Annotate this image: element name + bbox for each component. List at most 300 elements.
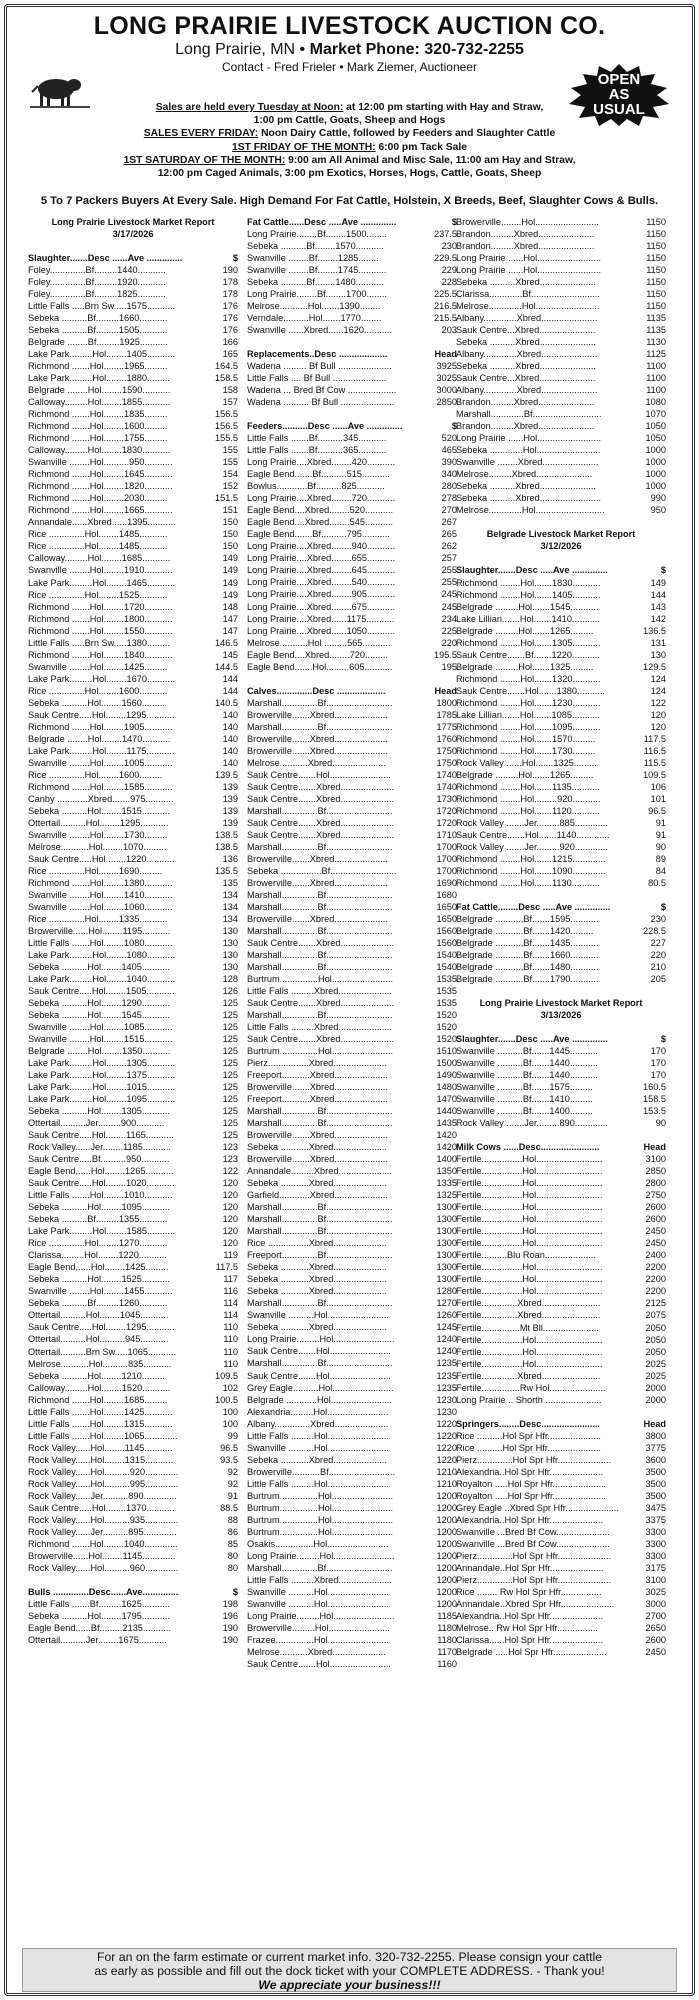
row-text: Sebeka ...........Xbred.....................: [247, 1322, 387, 1333]
sale-row: [247, 1093, 457, 1105]
row-text: Belgrade ...........Bf.......1435...........: [456, 937, 599, 948]
sale-row: [28, 1466, 238, 1478]
report-column-3: [456, 216, 666, 1658]
report-column-1: [28, 216, 238, 1646]
row-value: 1300: [436, 1262, 457, 1273]
sale-row: [456, 1502, 666, 1514]
sale-row: [456, 1622, 666, 1634]
row-text: Belgrade .........Hol.......1325.........: [456, 661, 594, 672]
sale-row: [247, 649, 457, 661]
row-text: Eagle Bend......Hol........1265...........: [28, 1166, 174, 1177]
sale-row: [247, 1454, 457, 1466]
sale-row: [28, 865, 238, 877]
row-text: Swanville ..........Hol........................: [247, 1586, 389, 1597]
spacer: [456, 516, 666, 528]
row-text: Little Falls .....Brn Sw.....1380.........: [28, 637, 170, 648]
row-value: 220: [650, 949, 666, 960]
row-value: 84: [655, 865, 666, 876]
sale-row: [456, 348, 666, 360]
sale-row: [456, 805, 666, 817]
row-text: Marshall..............Bf..........................: [247, 961, 393, 972]
sale-row: [247, 949, 457, 961]
row-text: Sauk Centre.......Hol.......1380...........: [456, 685, 606, 696]
row-text: Fertile................Hol..........................: [456, 1262, 603, 1273]
row-value: 150: [222, 541, 238, 552]
row-value: 156.5: [215, 421, 238, 432]
row-text: Long Prairie....Xbred......1050...........: [247, 625, 396, 636]
row-text: Fertile..............Xbred.......................: [456, 1310, 601, 1321]
row-text: Browerville.......Xbred.....................: [247, 853, 388, 864]
row-text: Richmond ........Hol.......1730.........: [456, 745, 596, 756]
row-text: Sebeka ..........Bf.........1260...........: [28, 1298, 168, 1309]
sale-row: [28, 1454, 238, 1466]
row-value: 152: [222, 481, 238, 492]
sale-row: [28, 432, 238, 444]
row-text: Melrose.............Hol.........................: [456, 301, 600, 312]
row-value: 139: [222, 793, 238, 804]
row-text: Fertile................Hol..........................: [456, 1214, 603, 1225]
row-text: Fertile................Hol..........................: [456, 1286, 603, 1297]
sale-row: [456, 865, 666, 877]
sale-row: [28, 709, 238, 721]
sale-row: [247, 1237, 457, 1249]
sale-row: [28, 829, 238, 841]
row-text: Ottertail..........Jer........1675...........: [28, 1634, 167, 1645]
row-value: $: [232, 253, 238, 264]
row-value: 1235: [436, 1382, 457, 1393]
row-text: Fertile................Hol..........................: [456, 1334, 603, 1345]
row-text: Sebeka ...........Xbred.....................: [247, 1454, 387, 1465]
row-text: Rock Valley .......Jer.........885.............: [456, 817, 608, 828]
row-value: 88: [227, 1514, 238, 1525]
sale-row: [28, 1333, 238, 1345]
sale-row: [28, 1478, 238, 1490]
row-value: 130: [650, 649, 666, 660]
row-text: Browerville.......Xbred.....................: [247, 733, 388, 744]
row-value: 1650: [436, 901, 457, 912]
row-value: 280: [441, 481, 457, 492]
row-value: 1535: [436, 998, 457, 1009]
row-text: Rice ..............Hol........1600...........: [28, 685, 168, 696]
row-text: Lake Lillian.......Hol.......1085...........: [456, 709, 601, 720]
row-text: Fertile..............Xbred.......................: [456, 1298, 601, 1309]
sale-row: [456, 721, 666, 733]
row-text: Freeport...........Xbred.....................: [247, 1070, 388, 1081]
sale-row: [28, 396, 238, 408]
row-value: 150: [222, 529, 238, 540]
row-text: Swanville ..........Bf.......1410.........: [456, 1094, 593, 1105]
sale-row: [28, 492, 238, 504]
row-text: Sauk Centre...Xbred......................: [456, 325, 596, 336]
row-value: 124: [650, 673, 666, 684]
row-text: Rice ..........Hol Spr Hfr.....................: [456, 1442, 601, 1453]
row-text: Marshall..............Bf..........................: [247, 1226, 393, 1237]
sale-row: [456, 252, 666, 264]
row-text: Sauk Centre.....Hol........1165...........: [28, 1130, 174, 1141]
row-value: 2000: [645, 1394, 666, 1405]
sale-row: [247, 1610, 457, 1622]
sale-row: [247, 324, 457, 336]
sale-row: [456, 685, 666, 697]
row-text: Richmond .......Hol........2030.........: [28, 493, 168, 504]
sale-row: [247, 1285, 457, 1297]
sale-row: [456, 264, 666, 276]
row-value: 176: [222, 301, 238, 312]
row-value: 3000: [645, 1598, 666, 1609]
sale-row: [456, 1045, 666, 1057]
row-value: 1150: [646, 301, 666, 312]
market-phone: Market Phone: 320-732-2255: [309, 41, 524, 58]
row-text: Rock Valley......Hol........1315...........: [28, 1454, 174, 1465]
row-value: 2700: [645, 1610, 666, 1621]
row-text: Sauk Centre.......Hol........................: [247, 769, 391, 780]
row-value: 109.5: [643, 769, 666, 780]
row-value: 1420: [436, 1142, 457, 1153]
row-value: 140: [222, 709, 238, 720]
sale-row: [247, 1321, 457, 1333]
spacer: [28, 240, 238, 252]
sale-row: [247, 973, 457, 985]
sale-row: [28, 1406, 238, 1418]
row-value: 1500: [436, 1058, 457, 1069]
sale-row: [247, 1057, 457, 1069]
sale-row: [247, 1177, 457, 1189]
row-value: 210: [650, 962, 666, 972]
row-text: Long Prairie....Xbred........655...........: [247, 553, 396, 564]
row-text: Burtrum...............Hol........................: [247, 1514, 394, 1525]
row-value: 135.5: [215, 865, 238, 876]
row-value: 1150: [646, 289, 666, 300]
row-text: Fertile................Hol..........................: [456, 1358, 603, 1369]
row-text: Belgrade ...........Bf.......1660...........: [456, 949, 599, 960]
sale-row: [247, 721, 457, 733]
row-value: 1540: [436, 949, 457, 960]
row-text: Fertile................Hol..........................: [456, 1274, 603, 1285]
sale-row: [28, 312, 238, 324]
sale-row: [28, 1129, 238, 1141]
sale-row: [28, 348, 238, 360]
row-value: 1700: [436, 853, 457, 864]
sale-row: [28, 589, 238, 601]
row-text: Richmond ........Hol.......1305...........: [456, 637, 601, 648]
row-value: 125: [222, 1106, 238, 1117]
row-value: 176: [222, 313, 238, 324]
sale-row: [28, 1009, 238, 1021]
row-value: 1000: [645, 469, 666, 480]
row-value: 2025: [645, 1370, 666, 1381]
row-value: 2850: [645, 1166, 666, 1177]
sale-row: [456, 1634, 666, 1646]
row-text: Long Prairie....Xbred........645...........: [247, 565, 396, 576]
sale-row: [28, 973, 238, 985]
row-value: 3100: [645, 1574, 666, 1585]
row-value: 2200: [645, 1262, 666, 1273]
sale-row: [247, 1081, 457, 1093]
row-value: 128: [222, 974, 238, 985]
row-value: 136: [222, 853, 238, 864]
row-value: 160.5: [643, 1082, 666, 1093]
sale-row: [28, 1442, 238, 1454]
row-text: Sauk Centre.......Hol........................: [247, 1658, 391, 1669]
sale-row: [456, 613, 666, 625]
sale-row: [247, 240, 457, 252]
row-value: 1235: [436, 1370, 457, 1381]
row-value: 3775: [645, 1442, 666, 1453]
row-value: 125: [222, 1058, 238, 1069]
row-text: Fertile................Hol..........................: [456, 1238, 603, 1249]
sale-row: [247, 793, 457, 805]
sale-row: [247, 588, 457, 600]
sale-row: [28, 1382, 238, 1394]
sale-row: [247, 1201, 457, 1213]
section-header: [456, 564, 666, 576]
sale-row: [247, 1153, 457, 1165]
row-text: Browerville.......Xbred.....................: [247, 1154, 388, 1165]
row-text: Rock Valley......Jer..........895.............: [28, 1526, 177, 1537]
sale-row: [247, 1357, 457, 1369]
row-value: 126: [222, 986, 238, 997]
sale-row: [247, 576, 457, 588]
row-text: Swanville ........Hol........1005...........: [28, 757, 173, 768]
sale-row: [456, 1574, 666, 1586]
sale-row: [456, 829, 666, 841]
row-text: Richmond .......Hol........1905...........: [28, 721, 173, 732]
row-text: Browerville.......Xbred.....................: [247, 1130, 388, 1141]
sale-row: [456, 769, 666, 781]
row-text: Melrose...........Hol..........835...........: [28, 1358, 172, 1369]
report-title: 3/12/2026: [540, 541, 582, 552]
row-text: Richmond .......Hol........1800...........: [28, 613, 173, 624]
sale-row: [28, 540, 238, 552]
row-value: 3500: [645, 1490, 666, 1501]
row-value: 114: [223, 1310, 238, 1321]
sale-row: [456, 1261, 666, 1273]
row-value: 270: [441, 505, 457, 516]
row-value: 125: [222, 1130, 238, 1141]
row-text: Brandon.........Xbred......................: [456, 241, 595, 252]
sale-row: [456, 601, 666, 613]
row-text: Verndale..........Hol.......1770........: [247, 313, 382, 324]
row-value: 130: [222, 937, 238, 948]
row-value: 123: [222, 1142, 238, 1153]
row-text: Milk Cows ......Desc.......................: [456, 1142, 600, 1153]
sale-row: [247, 552, 457, 564]
row-value: 3175: [645, 1562, 666, 1573]
row-value: 1070: [645, 409, 666, 420]
row-text: Eagle Bend.......Bf..........795...........: [247, 529, 390, 540]
sale-row: [247, 1141, 457, 1153]
sale-row: [28, 276, 238, 288]
sale-row: [28, 961, 238, 973]
row-text: Little Falls .......Hol........1080...........: [28, 937, 173, 948]
section-header: [456, 1141, 666, 1153]
row-text: Swanville ........Hol........1730.........: [28, 829, 168, 840]
row-text: Calloway.........Hol........1830...........: [28, 445, 171, 456]
spacer: [456, 1129, 666, 1141]
row-value: 3025: [436, 373, 457, 384]
section-header: [247, 348, 457, 360]
row-value: 119: [223, 1250, 238, 1261]
sale-row: [247, 396, 457, 408]
sale-row: [28, 853, 238, 865]
row-value: 1560: [436, 937, 457, 948]
row-text: Rock Valley......Hol........1145...........: [28, 1442, 173, 1453]
row-value: 120: [222, 1238, 238, 1249]
row-text: Sebeka ..........Hol........1210.........: [28, 1370, 165, 1381]
row-text: Belgrade ...........Bf.......1790...........: [456, 974, 599, 985]
row-text: Sauk Centre.......Xbred.....................: [247, 829, 395, 840]
sale-row: [28, 444, 238, 456]
row-value: Head: [434, 349, 457, 360]
row-value: 1470: [436, 1094, 457, 1105]
row-value: 1135: [646, 313, 666, 324]
sale-row: [28, 1069, 238, 1081]
row-text: Ottertail..........Hol........1295...........: [28, 817, 169, 828]
row-value: 144.5: [215, 661, 238, 672]
row-text: Fertile................Hol..........................: [456, 1154, 603, 1165]
sale-row: [456, 1309, 666, 1321]
row-text: Calloway.........Hol........1855...........: [28, 397, 171, 408]
row-text: Marshall..............Bf..........................: [247, 721, 393, 732]
sale-row: [247, 1658, 457, 1670]
row-text: Richmond ........Hol.......1230...........: [456, 697, 601, 708]
sale-row: [247, 805, 457, 817]
row-value: 100: [222, 1418, 238, 1429]
row-value: 465: [441, 445, 457, 456]
sale-row: [247, 228, 457, 240]
row-value: 1230: [436, 1394, 457, 1405]
row-text: Richmond ........Hol.......1090.............: [456, 865, 606, 876]
row-value: 134: [222, 901, 238, 912]
row-text: Calves..............Desc ...................: [247, 685, 386, 696]
row-text: Belgrade .........Hol.......1265.........: [456, 769, 594, 780]
row-value: 205: [650, 974, 666, 985]
row-text: Swanville ..........Bf.......1440...........: [456, 1058, 598, 1069]
row-text: Sauk Centre.......Xbred.....................: [247, 998, 395, 1009]
sale-row: [247, 985, 457, 997]
row-text: Slaughter.......Desc ......Ave ..............: [28, 253, 183, 264]
row-text: Belgrade .....Hol Spr Hfr.....................: [456, 1646, 607, 1657]
row-value: 125: [222, 998, 238, 1009]
sale-row: [456, 1526, 666, 1538]
row-text: Alexandria.........Hol........................: [247, 1406, 389, 1417]
row-text: Marshall..............Bf..........................: [247, 1106, 393, 1117]
sale-row: [247, 528, 457, 540]
row-text: Swanville ...Bred Bf Cow.....................: [456, 1526, 610, 1537]
sale-row: [28, 1418, 238, 1430]
row-text: Sebeka ................Bf..........................: [247, 865, 397, 876]
sale-row: [456, 360, 666, 372]
row-value: 1200: [436, 1598, 457, 1609]
row-value: 142: [650, 613, 666, 624]
row-text: Sauk Centre.....Hol........1505...........: [28, 986, 175, 997]
section-header: [456, 1418, 666, 1430]
sale-row: [456, 1370, 666, 1382]
row-value: 234: [441, 613, 457, 624]
row-value: 1710: [436, 829, 457, 840]
row-value: 228: [441, 277, 457, 288]
row-text: Marshall.............Bf...........................: [456, 409, 602, 420]
row-value: 114: [223, 1298, 238, 1309]
row-text: Marshall..............Bf..........................: [247, 1118, 393, 1129]
row-value: 198: [222, 1598, 238, 1609]
sale-row: [456, 1285, 666, 1297]
row-value: 195.5: [434, 649, 457, 660]
row-text: Little Falls .......Hol........1065.............: [28, 1430, 178, 1441]
sale-row: [28, 1634, 238, 1646]
row-value: 2600: [645, 1202, 666, 1213]
row-value: 2800: [645, 1178, 666, 1189]
row-value: 1050: [645, 433, 666, 444]
row-value: 2075: [645, 1310, 666, 1321]
sale-row: [456, 577, 666, 589]
sale-row: [28, 757, 238, 769]
row-value: 80.5: [648, 877, 666, 888]
row-value: 1220: [436, 1418, 457, 1429]
row-value: 1240: [436, 1334, 457, 1345]
sale-row: [28, 661, 238, 673]
sale-row: [28, 769, 238, 781]
row-text: Richmond ........Hol.......1135...........: [456, 781, 600, 792]
row-text: Albany.............Xbred......................: [456, 313, 598, 324]
row-text: Belgrade .........Hol.......1545...........: [456, 601, 599, 612]
sale-row: [456, 1105, 666, 1117]
row-text: Pierz................Xbred.....................: [247, 1058, 387, 1069]
row-text: Clarissa.............Bf...........................: [456, 289, 600, 300]
sale-row: [28, 997, 238, 1009]
row-text: Foley..............Bf.........1440...........: [28, 265, 166, 276]
row-text: Marshall..............Bf..........................: [247, 949, 393, 960]
row-text: Melrose...........Xbred.....................: [247, 757, 386, 768]
row-value: 3300: [645, 1538, 666, 1549]
row-text: Freeport..............Bf..........................: [247, 1250, 393, 1261]
sale-row: [456, 781, 666, 793]
row-value: 2850: [436, 397, 457, 408]
sale-row: [456, 276, 666, 288]
row-text: Marshall..............Bf..........................: [247, 1298, 393, 1309]
row-text: Fertile................Hol..........................: [456, 1202, 603, 1213]
row-text: Rice ..............Hol........1270...........: [28, 1238, 168, 1249]
sale-row: [28, 937, 238, 949]
row-value: 265: [441, 529, 457, 540]
sale-row: [28, 1562, 238, 1574]
row-value: 2125: [645, 1298, 666, 1309]
sale-row: [247, 1213, 457, 1225]
sale-row: [247, 889, 457, 901]
row-value: Head: [643, 1418, 666, 1429]
row-text: Swanville ........Hol........1410...........: [28, 889, 173, 900]
sale-row: [247, 1586, 457, 1598]
sale-row: [28, 1514, 238, 1526]
report-title: Long Prairie Livestock Market Report: [51, 217, 215, 227]
row-value: 1280: [436, 1286, 457, 1297]
sale-row: [28, 552, 238, 564]
sale-row: [28, 420, 238, 432]
row-value: 2450: [645, 1238, 666, 1249]
sale-row: [247, 745, 457, 757]
row-text: Eagle Bend....Xbred........720.........: [247, 649, 388, 660]
row-text: Annandale.........Xbred.....................: [247, 1166, 393, 1177]
row-text: Sauk Centre.......Bf.......1220...........: [456, 649, 601, 660]
row-value: 1720: [436, 805, 457, 816]
row-value: 165: [222, 349, 238, 360]
row-value: 116: [223, 1286, 238, 1297]
row-value: 2650: [645, 1622, 666, 1633]
sale-row: [247, 1562, 457, 1574]
sale-row: [28, 781, 238, 793]
row-text: Rock Valley......Jer........1185...........: [28, 1142, 171, 1153]
row-text: Little Falls .......Bf.........1625...........: [28, 1598, 170, 1609]
